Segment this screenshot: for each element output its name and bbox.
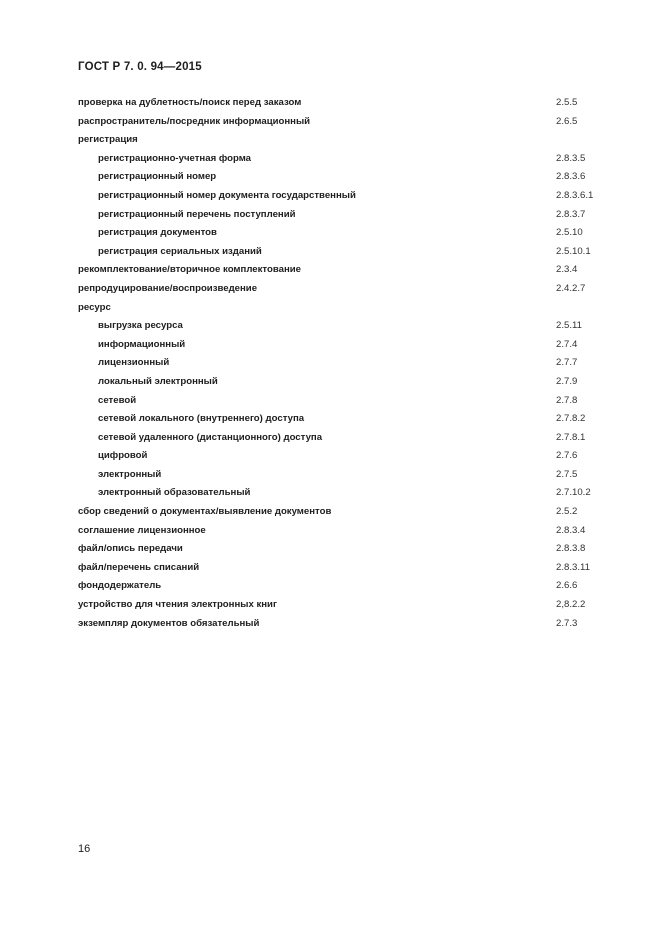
index-subentry	[78, 319, 618, 338]
index-entry	[78, 598, 618, 617]
index-entry	[78, 617, 618, 636]
index-entry	[78, 263, 618, 282]
index-reference: 2.8.3.6	[556, 171, 586, 183]
index-entry	[78, 115, 618, 134]
index-term: соглашение лицензионное	[78, 524, 206, 536]
index-term: регистрационный номер документа государственный	[98, 189, 356, 201]
index-term: проверка на дублетность/поиск перед заказом	[78, 97, 302, 108]
index-subentry	[78, 356, 618, 375]
index-reference: 2.8.3.7	[556, 208, 586, 220]
index-reference: 2.7.6	[556, 450, 578, 462]
index-reference: 2.7.8.1	[556, 431, 586, 443]
index-term: регистрационный номер	[98, 171, 217, 183]
index-term: локальный электронный	[98, 375, 218, 387]
index-reference: 2.8.3.4	[556, 524, 586, 536]
index-reference: 2.5.10.1	[556, 245, 591, 257]
index-entry	[78, 301, 618, 320]
index-entry	[78, 561, 618, 580]
index-entry	[78, 96, 618, 115]
index-term: электронный образовательный	[98, 487, 251, 499]
index-reference: 2.7.10.2	[556, 487, 591, 499]
term-index-list	[78, 96, 618, 635]
index-term: сетевой локального (внутреннего) доступа	[98, 413, 305, 425]
index-reference: 2.5.11	[556, 320, 582, 332]
index-term: устройство для чтения электронных книг	[78, 599, 277, 611]
index-subentry	[78, 338, 618, 357]
index-entry	[78, 505, 618, 524]
index-subentry	[78, 208, 618, 227]
index-reference: 2.5.2	[556, 506, 578, 518]
index-reference: 2.7.9	[556, 375, 578, 387]
index-term: выгрузка ресурса	[98, 320, 183, 332]
index-subentry	[78, 170, 618, 189]
index-reference: 2.7.8.2	[556, 413, 586, 425]
index-subentry	[78, 468, 618, 487]
index-term: распространитель/посредник информационный	[78, 115, 311, 127]
index-reference: 2.7.5	[556, 468, 578, 480]
index-reference: 2.3.4	[556, 264, 578, 276]
index-subentry	[78, 431, 618, 450]
index-term: регистрация	[78, 134, 138, 146]
index-term: цифровой	[98, 450, 148, 462]
index-term: ресурс	[78, 301, 111, 313]
index-entry	[78, 282, 618, 301]
index-reference: 2.7.7	[556, 357, 578, 369]
index-term: рекомплектование/вторичное комплектование	[78, 264, 301, 276]
index-subentry	[78, 226, 618, 245]
index-entry	[78, 579, 618, 598]
index-subentry	[78, 152, 618, 171]
index-reference: 2.6.5	[556, 115, 578, 127]
index-reference: 2.8.3.11	[556, 561, 590, 573]
page-number: 16	[78, 843, 91, 855]
index-subentry	[78, 449, 618, 468]
index-reference: 2,8.2.2	[556, 599, 586, 611]
index-subentry	[78, 394, 618, 413]
document-header: ГОСТ Р 7. 0. 94—2015	[78, 61, 202, 73]
index-reference: 2.8.3.8	[556, 543, 586, 555]
index-subentry	[78, 245, 618, 264]
index-reference: 2.8.3.5	[556, 152, 586, 164]
index-entry	[78, 524, 618, 543]
index-term: сетевой удаленного (дистанционного) доступа	[98, 431, 323, 443]
index-entry	[78, 133, 618, 152]
index-term: регистрация документов	[98, 227, 217, 239]
index-subentry	[78, 375, 618, 394]
index-term: файл/перечень списаний	[78, 561, 200, 573]
index-term: сетевой	[98, 394, 137, 406]
index-subentry	[78, 412, 618, 431]
index-reference: 2.7.4	[556, 338, 578, 350]
index-reference: 2.7.3	[556, 617, 578, 629]
index-reference: 2.6.6	[556, 580, 578, 592]
index-term: электронный	[98, 468, 162, 480]
index-term: регистрационный перечень поступлений	[98, 208, 296, 220]
index-term: репродуцирование/воспроизведение	[78, 282, 258, 294]
index-reference: 2.7.8	[556, 394, 578, 406]
index-term: файл/опись передачи	[78, 543, 183, 555]
index-reference: 2.5.5	[556, 97, 578, 108]
index-term: регистрационно-учетная форма	[98, 152, 251, 164]
index-reference: 2.4.2.7	[556, 282, 586, 294]
index-reference: 2.5.10	[556, 227, 583, 239]
index-entry	[78, 542, 618, 561]
index-term: фондодержатель	[78, 580, 162, 592]
index-term: регистрация сериальных изданий	[98, 245, 262, 257]
index-term: сбор сведений о документах/выявление документов	[78, 506, 332, 518]
index-reference: 2.8.3.6.1	[556, 189, 594, 201]
index-subentry	[78, 189, 618, 208]
index-term: информационный	[98, 338, 186, 350]
index-term: экземпляр документов обязательный	[78, 617, 260, 629]
index-term: лицензионный	[98, 357, 170, 369]
index-subentry	[78, 486, 618, 505]
